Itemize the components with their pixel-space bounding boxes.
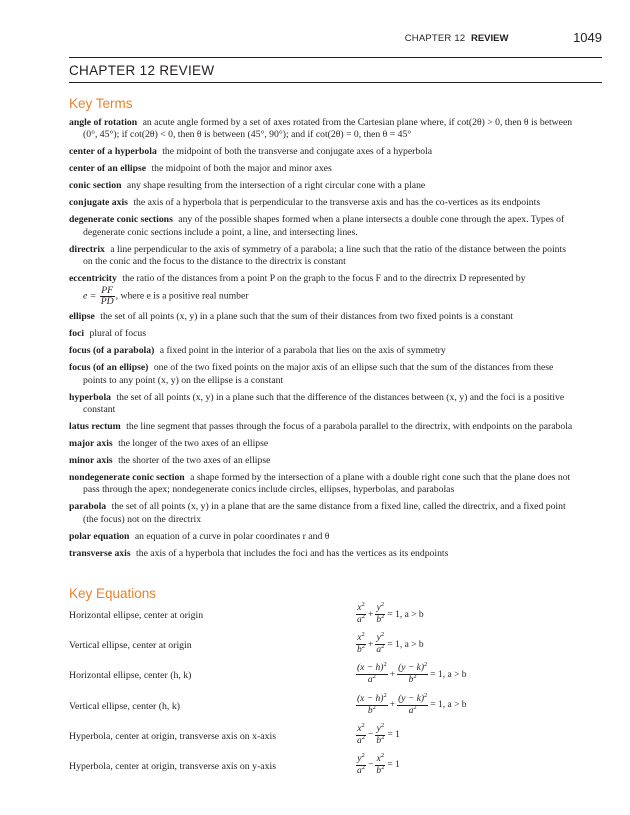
- key-equation-label: Hyperbola, center at origin, transverse axis on x-axis: [69, 730, 277, 742]
- denominator-text: b: [357, 645, 362, 656]
- key-term-name: conjugate axis: [69, 197, 128, 209]
- key-term-name: directrix: [69, 243, 105, 255]
- key-term-name: minor axis: [69, 455, 113, 467]
- key-equations-table: [69, 600, 576, 784]
- first-term-fraction: [356, 600, 366, 626]
- key-equation-row: [69, 751, 576, 784]
- numerator-text: y: [376, 603, 381, 613]
- title-bottom-rule: [69, 82, 602, 83]
- numerator-text: x: [357, 633, 362, 644]
- key-term-entry: [69, 472, 576, 497]
- key-term-definition: the line segment that passes through the focus of a parabola parallel to the directrix, with endpoints on the parabola: [126, 421, 573, 433]
- key-term-definition: a fixed point in the interior of a parabola that lies on the axis of symmetry: [159, 345, 446, 357]
- denominator-text: a: [376, 645, 382, 656]
- denominator-text: b: [376, 615, 382, 625]
- operator: −: [368, 730, 374, 741]
- key-term-name: angle of rotation: [69, 117, 138, 128]
- first-term-fraction: [356, 663, 388, 686]
- key-equation-row: [69, 691, 576, 724]
- key-term-definition: the midpoint of both the major and minor axes: [151, 163, 332, 175]
- running-head-chapter: CHAPTER 12: [404, 33, 466, 44]
- running-head: [405, 29, 602, 43]
- denominator-text: a: [357, 765, 362, 776]
- numerator-text: x: [357, 603, 362, 613]
- key-term-definition: an acute angle formed by a set of axes rotated from the Cartesian plane where, if cot(2θ) > 0, then θ is between (0°, 45°); if cot(2θ) < 0, then θ is between (45°, 90°); and if cot(2θ) = 0, then θ = 45°: [83, 117, 573, 141]
- key-term-definition: the set of all points (x, y) in a plane such that the sum of their distances from two fixed points is a constant: [100, 311, 513, 323]
- fraction-denominator: [356, 703, 388, 717]
- key-term-definition: the axis of a hyperbola that includes the foci and has the vertices as its endpoints: [136, 547, 449, 559]
- key-term-entry: [69, 244, 576, 269]
- running-head-section: REVIEW: [470, 33, 509, 44]
- fraction-denominator: [356, 675, 388, 686]
- key-term-entry: [69, 362, 576, 387]
- exponent: 2: [361, 631, 365, 639]
- denominator-text: b: [367, 705, 373, 716]
- key-equation-formula: [356, 721, 402, 747]
- key-term-name: eccentricity: [69, 273, 117, 285]
- key-equation-row: [69, 600, 576, 633]
- chapter-title: CHAPTER 12 REVIEW: [69, 63, 215, 78]
- exponent: 2: [383, 691, 387, 699]
- exponent: 2: [383, 661, 387, 669]
- first-term-fraction: [356, 691, 388, 717]
- exponent: 2: [372, 673, 376, 681]
- key-term-definition: the set of all points (x, y) in a plane such that the difference of the distances between (x, y) and the foci is a positive constant: [83, 391, 565, 416]
- exponent: 2: [380, 751, 385, 759]
- key-term-definition: the shorter of the two axes of an ellipse: [118, 455, 271, 467]
- fraction-denominator: [356, 733, 366, 747]
- exponent: 2: [424, 661, 428, 669]
- key-term-definition: a line perpendicular to the axis of symmetry of a parabola; a line such that the ratio of the distance between the points on the conic and the focus to the distance to the directrix is constant: [83, 243, 566, 268]
- numerator-text: (x − h): [357, 663, 384, 674]
- key-term-entry: [69, 328, 576, 340]
- page-number: 1049: [573, 30, 602, 45]
- fraction-denominator: [356, 645, 366, 656]
- key-term-definition: the set of all points (x, y) in a plane that are the same distance from a fixed line, called the directrix, and a fixed point (the focus) not on the directrix: [83, 501, 566, 525]
- key-term-definition: plural of focus: [89, 328, 146, 340]
- denominator-text: a: [357, 735, 362, 746]
- exponent: 2: [413, 673, 417, 681]
- numerator-text: (y − k): [398, 663, 424, 674]
- key-term-definition: a shape formed by the intersection of a plane with a double right cone such that the plane does not pass through the apex; nondegenerate conics include circles, ellipses, hyperbolas, and parabolas: [83, 472, 571, 496]
- equation-rhs: = 1, a > b: [387, 639, 424, 650]
- key-equation-row: [69, 633, 576, 663]
- key-term-entry: [69, 117, 576, 142]
- key-equation-label: Vertical ellipse, center (h, k): [69, 700, 180, 712]
- numerator-text: (x − h): [357, 693, 384, 704]
- denominator-text: b: [376, 765, 382, 776]
- key-term-entry: [69, 180, 576, 192]
- key-term-entry: [69, 146, 576, 158]
- key-term-entry: [69, 214, 576, 239]
- key-term-name: center of a hyperbola: [69, 146, 157, 158]
- key-term-definition: the ratio of the distances from a point P on the graph to the focus F and to the directrix D represented by: [122, 273, 526, 285]
- second-term-fraction: [397, 691, 428, 717]
- key-term-definition: any of the possible shapes formed when a plane intersects a double cone through the apex. Types of degenerate conic sections include a point, a line, and intersecting lines.: [83, 214, 565, 238]
- key-term-name: focus (of an ellipse): [69, 362, 149, 374]
- key-term-definition: the longer of the two axes of an ellipse: [118, 438, 269, 450]
- denominator-text: a: [408, 705, 414, 716]
- key-equation-formula: [356, 751, 402, 777]
- key-equation-row: [69, 663, 576, 693]
- denominator-text: a: [367, 675, 373, 686]
- key-equation-label: Hyperbola, center at origin, transverse axis on y-axis: [69, 760, 277, 772]
- fraction-denominator: [375, 645, 385, 656]
- key-term-entry: [69, 548, 576, 560]
- exponent: 2: [380, 631, 385, 639]
- key-term-name: conic section: [69, 180, 122, 192]
- second-term-fraction: [397, 663, 428, 686]
- key-term-name: center of an ellipse: [69, 163, 147, 175]
- key-equations-heading: Key Equations: [69, 586, 157, 601]
- numerator-text: x: [376, 753, 381, 764]
- second-term-fraction: [375, 600, 385, 626]
- key-term-definition: any shape resulting from the intersection of a right circular cone with a plane: [126, 180, 426, 192]
- operator: +: [368, 639, 374, 650]
- fraction-denominator: [375, 612, 385, 626]
- key-equation-row: [69, 721, 576, 754]
- first-term-fraction: [356, 751, 366, 777]
- title-top-rule: [69, 57, 602, 58]
- exponent: 2: [380, 600, 385, 608]
- key-term-name: transverse axis: [69, 547, 131, 559]
- exponent: 2: [424, 691, 428, 699]
- key-term-name: parabola: [69, 501, 107, 513]
- key-term-name: latus rectum: [69, 421, 121, 433]
- denominator-text: a: [357, 615, 362, 625]
- key-term-name: polar equation: [69, 530, 130, 542]
- equation-rhs: = 1: [387, 760, 400, 771]
- key-term-name: major axis: [69, 438, 113, 450]
- fraction-denominator: [397, 703, 428, 717]
- key-term-entry: [69, 163, 576, 175]
- exponent: 2: [413, 703, 417, 711]
- key-equation-formula: [356, 691, 469, 717]
- operator: +: [389, 669, 396, 680]
- exponent: 2: [361, 763, 365, 771]
- denominator-text: b: [376, 735, 382, 746]
- key-term-entry: [69, 273, 576, 306]
- exponent: 2: [361, 733, 365, 741]
- exponent: 2: [381, 763, 385, 771]
- operator: +: [368, 609, 374, 620]
- key-equation-label: Horizontal ellipse, center (h, k): [69, 670, 192, 682]
- equation-rhs: = 1, a > b: [387, 609, 424, 620]
- fraction-denominator: [356, 763, 366, 777]
- key-term-name: degenerate conic sections: [69, 214, 173, 226]
- fraction-denominator: [356, 612, 366, 626]
- operator: +: [389, 700, 396, 711]
- key-term-definition: one of the two fixed points on the major axis of an ellipse such that the sum of the distances from these points to any point (x, y) on the ellipse is a constant: [83, 362, 554, 386]
- key-term-entry: [69, 197, 576, 209]
- numerator-text: y: [376, 633, 381, 644]
- key-terms-list: [69, 117, 576, 565]
- eccentricity-formula-lhs: e =: [83, 290, 97, 302]
- key-term-name: foci: [69, 328, 85, 340]
- fraction-denominator: PD: [100, 295, 114, 307]
- exponent: 2: [381, 643, 385, 651]
- key-term-entry: [69, 345, 576, 357]
- second-term-fraction: [375, 721, 385, 747]
- equation-rhs: = 1, a > b: [430, 700, 467, 711]
- equation-rhs: = 1: [387, 730, 400, 741]
- key-equation-formula: [356, 633, 426, 656]
- key-term-entry: [69, 421, 576, 433]
- fraction-denominator: [375, 733, 385, 747]
- first-term-fraction: [356, 633, 366, 656]
- first-term-fraction: [356, 721, 366, 747]
- numerator-text: y: [376, 723, 381, 734]
- numerator-text: (y − k): [398, 693, 424, 704]
- fraction-denominator: [397, 675, 428, 686]
- key-term-definition: the axis of a hyperbola that is perpendicular to the transverse axis and has the co-vertices as its endpoints: [133, 197, 541, 209]
- exponent: 2: [361, 600, 365, 608]
- exponent: 2: [381, 733, 385, 741]
- exponent: 2: [380, 721, 385, 729]
- key-term-name: hyperbola: [69, 391, 111, 403]
- eccentricity-tail: , where e is a positive real number: [115, 290, 249, 302]
- exponent: 2: [361, 612, 365, 620]
- key-term-name: focus (of a parabola): [69, 345, 155, 357]
- exponent: 2: [372, 703, 376, 711]
- key-term-entry: [69, 392, 576, 417]
- second-term-fraction: [375, 751, 385, 777]
- exponent: 2: [361, 751, 365, 759]
- second-term-fraction: [375, 633, 385, 656]
- key-term-entry: [69, 438, 576, 450]
- exponent: 2: [381, 612, 385, 620]
- key-term-name: ellipse: [69, 311, 95, 323]
- key-equation-formula: [356, 600, 426, 626]
- key-equation-formula: [356, 663, 469, 686]
- exponent: 2: [361, 643, 365, 651]
- key-term-entry: [69, 501, 576, 526]
- eccentricity-fraction: [100, 286, 115, 307]
- exponent: 2: [361, 721, 365, 729]
- key-equation-label: Horizontal ellipse, center at origin: [69, 610, 204, 621]
- numerator-text: y: [357, 753, 362, 764]
- operator: −: [368, 760, 374, 771]
- fraction-denominator: [375, 763, 385, 777]
- equation-rhs: = 1, a > b: [430, 669, 467, 680]
- key-term-entry: [69, 455, 576, 467]
- key-term-definition: an equation of a curve in polar coordinates r and θ: [134, 530, 330, 542]
- fraction-numerator: PF: [101, 284, 114, 296]
- denominator-text: b: [408, 675, 414, 686]
- key-term-name: nondegenerate conic section: [69, 472, 185, 484]
- key-term-definition: the midpoint of both the transverse and conjugate axes of a hyperbola: [162, 146, 433, 158]
- numerator-text: x: [357, 723, 362, 734]
- key-term-entry: [69, 531, 576, 543]
- key-equation-label: Vertical ellipse, center at origin: [69, 640, 192, 652]
- key-terms-heading: Key Terms: [69, 96, 133, 111]
- key-term-entry: [69, 311, 576, 323]
